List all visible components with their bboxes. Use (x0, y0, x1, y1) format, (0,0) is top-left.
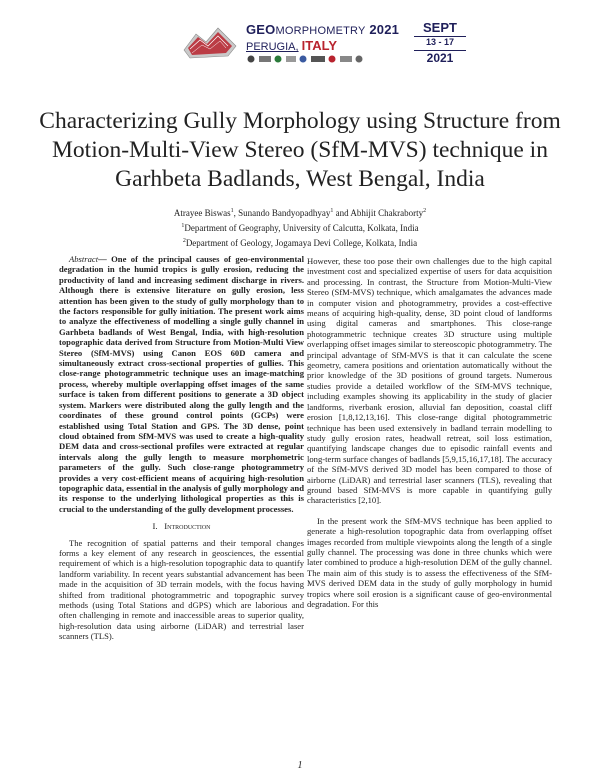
affiliation-mark: 1 (181, 223, 185, 229)
affiliation-mark: 2 (182, 238, 186, 244)
author-name: and Abhijit Chakraborty (333, 208, 424, 218)
author-affiliation-mark: 1 (230, 208, 234, 214)
date-divider (414, 50, 466, 51)
author-affiliation-mark: 2 (423, 208, 427, 214)
author-names (60, 205, 540, 220)
location-city: PERUGIA, (246, 41, 299, 53)
left-column (59, 254, 304, 642)
abstract (59, 254, 304, 514)
conference-location (246, 38, 337, 53)
terrain-icon (184, 28, 236, 58)
page-number: 1 (297, 760, 303, 771)
author-block (60, 205, 540, 250)
affiliation-text: Department of Geology, Jogamaya Devi College, Kolkata, India (185, 238, 418, 248)
conference-month: SEPT (423, 20, 457, 35)
section-number: I. (152, 521, 158, 532)
partner-logo-icon (286, 56, 296, 62)
body-paragraph: In the present work the SfM-MVS technique has been applied to generate a high-resolution topographic data from overlapping offset images recorded from multiple viewpoints along the length of a single gully channel. The processing was done in three chunks which were later combined to produce a high-resolution DEM of the gully channel. The main aim of this study is to assess the effectiveness of the SfM-MVS derived DEM data in the study of gully morphology in humid tropics where soil erosion is a significant cause of geo-environmental degradation. For this (307, 515, 552, 609)
conference-dates (410, 20, 470, 65)
section-title: Introduction (164, 521, 211, 532)
conference-name (246, 22, 399, 37)
conference-year: 2021 (369, 22, 400, 37)
conference-date-year: 2021 (426, 51, 454, 65)
date-divider (414, 36, 466, 37)
affiliation-1 (60, 220, 540, 235)
partner-logo-icon (275, 56, 282, 63)
partner-logo-icon (248, 56, 255, 63)
author-name: , Sunando Bandyopadhyay (233, 208, 331, 218)
conference-name-morph: MORPHOMETRY (275, 25, 366, 37)
location-country: ITALY (301, 38, 338, 53)
section-heading (59, 521, 304, 531)
abstract-text: — One of the principal causes of geo-environmental degradation in the humid tropics is gully erosion, reducing the productivity of land and increasing sediment discharge in rivers. Although there is extensive literature on gully erosion, less attention has been given to the study of gully morphology than to the factors responsible for gully initiation. The present work aims to analyze the effectiveness of modelling a single gully channel in Garhbeta badlands of West Bengal, India, with high-resolution topographic data derived from Structure from Motion-Multi View Stereo (SfM-MVS) using Canon EOS 60D camera and simultaneously extract cross-sectional properties of gullies. This close-range photogrammetric technique uses an image-matching process, whereby multiple overlapping offset images of the same surface is taken from different positions to generate a 3D object system. Markers were distributed along the gully length and the coordinates of these ground control points (GCPs) were established using Total Station and GPS. The 3D dense, point cloud obtained from SfM-MVS was used to create a high-quality DEM data and cross-sectional profiles were extracted at regular intervals along the gully length to measure morphometric parameters of the gully. Such close-range photogrammetry provides a very cost-efficient means of acquiring high-resolution topographic data, essential in the analysis of gully morphology and its response to the underlying lithological properties as this is crucial to the understanding of the gully development processes. (59, 254, 304, 514)
partner-logo-icon (311, 56, 325, 62)
author-name: Atrayee Biswas (173, 208, 231, 218)
partner-logo-icon (329, 56, 336, 63)
body-paragraph: However, these too pose their own challenges due to the high capital investment cost and specialized expertise of users for data acquisition and processing. In contrast, the Structure from Motion-Multi-View Stereo (SfM-MVS) technique, which amalgamates the advances made in computer vision and photogrammetry, provides a cost-effective means of acquiring high-quality, dense, 3D point cloud of landforms using digital cameras and smartphones. This close-range photogrammetric technique creates 3D structure using multiple overlapping offset images similar to stereoscopic photogrammetry. The principal advantage of SfM-MVS is that it can calculate the scene geometry, camera positions and orientation automatically without the prior knowledge of the 3D positions of ground targets. Numerous studies provide a detailed workflow of the SfM-MVS technique, including examples showing its applicability in the study of glacier landforms, riverbank erosion, alluvial fan deposition, coastal cliff erosion [1,8,12,13,16]. This close-range digital photogrammetric technique has been used extensively in badland terrain modelling to study gully erosion rates, headwall retreat, soil loss estimation, quantifying landscape changes due to episodic rainfall events and long-term surface changes of badlands [5,9,15,16,17,18]. The accuracy of the SfM-MVS derived 3D model has been compared to those of airborne (LiDAR) and terrestrial laser scanners (TLS), revealing that ground based SfM-MVS is more capable in quantifying gully characteristics [2,10]. (307, 256, 552, 506)
partner-logo-icon (259, 56, 271, 62)
conference-logo (180, 20, 240, 62)
abstract-label: Abstract (69, 254, 99, 264)
partner-logo-icon (340, 56, 352, 62)
affiliation-2 (60, 235, 540, 250)
conference-days: 13 - 17 (425, 37, 455, 47)
partner-logo-icon (356, 56, 363, 63)
affiliation-text: Department of Geography, University of Calcutta, Kolkata, India (184, 223, 419, 233)
paper-title: Characterizing Gully Morphology using Structure from Motion-Multi-View Stereo (SfM-MVS) technique in Garhbeta Badlands, West Bengal, India (39, 108, 561, 192)
partner-logo-icon (300, 56, 307, 63)
partner-logos (246, 54, 376, 64)
conference-name-geo: GEO (246, 22, 276, 37)
right-column (307, 256, 552, 609)
author-affiliation-mark: 1 (330, 208, 334, 214)
body-paragraph: The recognition of spatial patterns and their temporal changes forms a key element of any research in geosciences, the essential requirement of which is a high-resolution topographic data to quantify landform variability. In recent years substantial advancement has been made in the acquisition of 3D terrain models, with the focus having shifted from traditional photogrammetric and topographic survey methods (using Total Stations and dGPS) which are laborious and often challenging in remote and inaccessible areas to superior quality, high-resolution data using airborne (LiDAR) and terrestrial laser scanners (TLS). (59, 537, 304, 642)
